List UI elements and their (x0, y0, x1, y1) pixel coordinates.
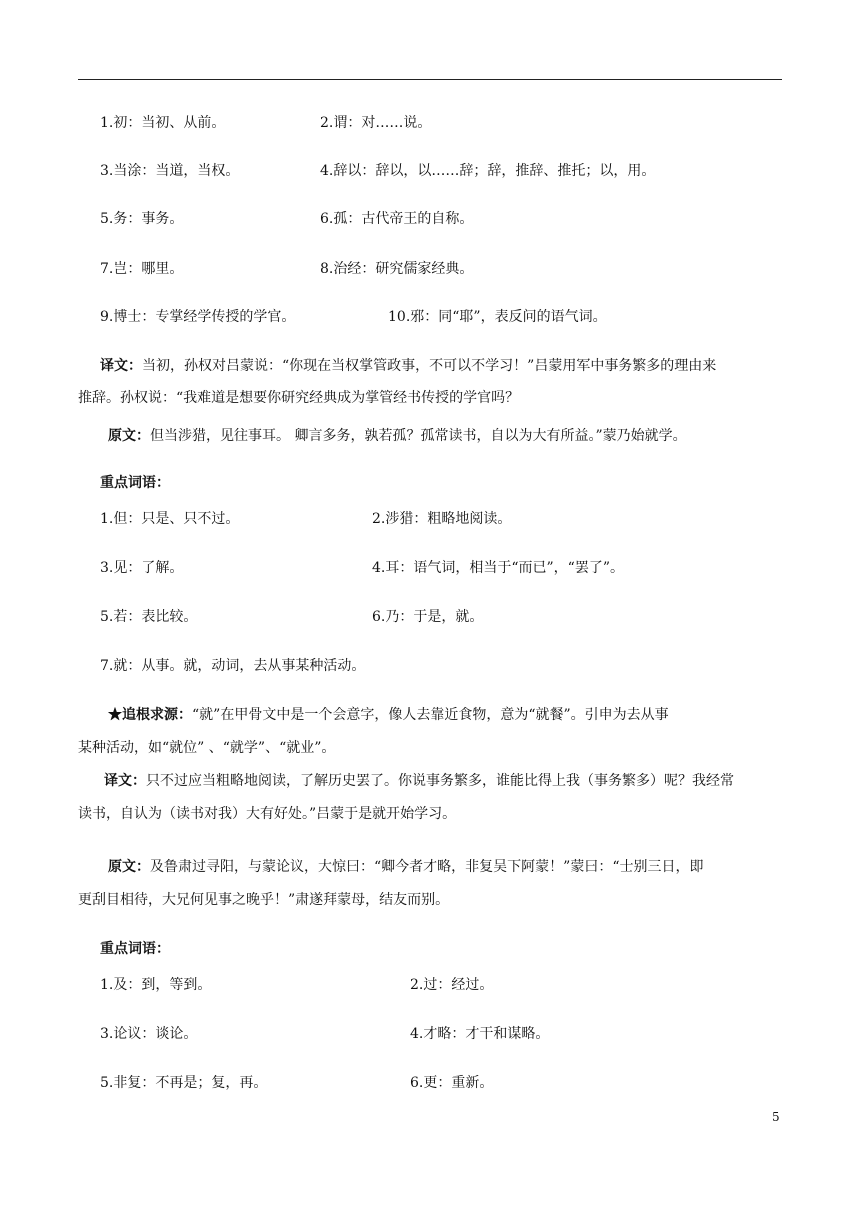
note-2: 2.涉猎：粗略地阅读。 (372, 511, 512, 527)
note-6: 6.更：重新。 (410, 1075, 494, 1091)
note-8: 8.治经：研究儒家经典。 (320, 261, 474, 277)
note-1: 1.及：到，等到。 (100, 977, 212, 993)
note-9: 9.博士：专掌经学传授的学官。 (100, 309, 296, 325)
note-4: 4.辞以：辞以，以……辞；辞，推辞、推托；以，用。 (320, 163, 656, 179)
note-2: 2.过：经过。 (410, 977, 494, 993)
original-text: 但当涉猎，见往事耳。 卿言多务，孰若孤？孤常读书，自以为大有所益。”蒙乃始就学。 (150, 428, 687, 444)
note-7: 7.岂：哪里。 (100, 261, 184, 277)
note-4: 4.才略：才干和谋略。 (410, 1026, 550, 1042)
note-5: 5.务：事务。 (100, 211, 184, 227)
note-3: 3.当涂：当道，当权。 (100, 163, 240, 179)
original-text: 及鲁肃过寻阳，与蒙论议，大惊曰：“卿今者才略，非复吴下阿蒙！”蒙曰：“士别三日，即 (150, 859, 704, 875)
original-2-line-1 (108, 425, 687, 445)
note-7: 7.就：从事。就，动词，去从事某种活动。 (100, 658, 366, 674)
translation-1-line-1 (100, 355, 716, 375)
origin-line-1 (108, 704, 669, 724)
original-3-line-1 (108, 856, 703, 876)
key-words-heading: 重点词语： (100, 941, 170, 957)
note-3: 3.论议：谈论。 (100, 1026, 198, 1042)
translation-text: 只不过应当粗略地阅读，了解历史罢了。你说事务繁多，谁能比得上我（事务繁多）呢？我经常 (146, 773, 734, 789)
note-1: 1.但：只是、只不过。 (100, 511, 240, 527)
original-label: 原文： (108, 428, 150, 444)
original-3-line-2: 更刮目相待，大兄何见事之晚乎！”肃遂拜蒙母，结友而别。 (78, 892, 450, 908)
translation-1-line-2: 推辞。孙权说：“我难道是想要你研究经典成为掌管经书传授的学官吗？ (78, 390, 520, 406)
note-2: 2.谓：对……说。 (320, 115, 432, 131)
origin-text: “就”在甲骨文中是一个会意字，像人去靠近食物，意为“就餐”。引申为去从事 (192, 707, 669, 723)
translation-label: 译文： (100, 358, 142, 374)
note-5: 5.若：表比较。 (100, 609, 198, 625)
translation-2-line-2: 读书，自认为（读书对我）大有好处。”吕蒙于是就开始学习。 (78, 806, 457, 822)
note-3: 3.见：了解。 (100, 560, 184, 576)
note-5: 5.非复：不再是；复，再。 (100, 1075, 268, 1091)
note-1: 1.初：当初、从前。 (100, 115, 226, 131)
translation-text: 当初，孙权对吕蒙说：“你现在当权掌管政事，不可以不学习！”吕蒙用军中事务繁多的理由来 (142, 358, 717, 374)
origin-line-2: 某种活动，如“就位” 、“就学”、“就业”。 (78, 740, 336, 756)
note-10: 10.邪：同“耶”，表反问的语气词。 (388, 309, 607, 325)
translation-2-line-1 (104, 770, 734, 790)
note-6: 6.乃：于是，就。 (372, 609, 484, 625)
translation-label: 译文： (104, 773, 146, 789)
note-4: 4.耳：语气词，相当于“而已”，“罢了”。 (372, 560, 624, 576)
original-label: 原文： (108, 859, 150, 875)
origin-label: ★追根求源： (108, 707, 192, 723)
page-number: 5 (772, 1110, 780, 1124)
header-rule (78, 79, 782, 80)
note-6: 6.孤：古代帝王的自称。 (320, 211, 474, 227)
key-words-heading: 重点词语： (100, 475, 170, 491)
